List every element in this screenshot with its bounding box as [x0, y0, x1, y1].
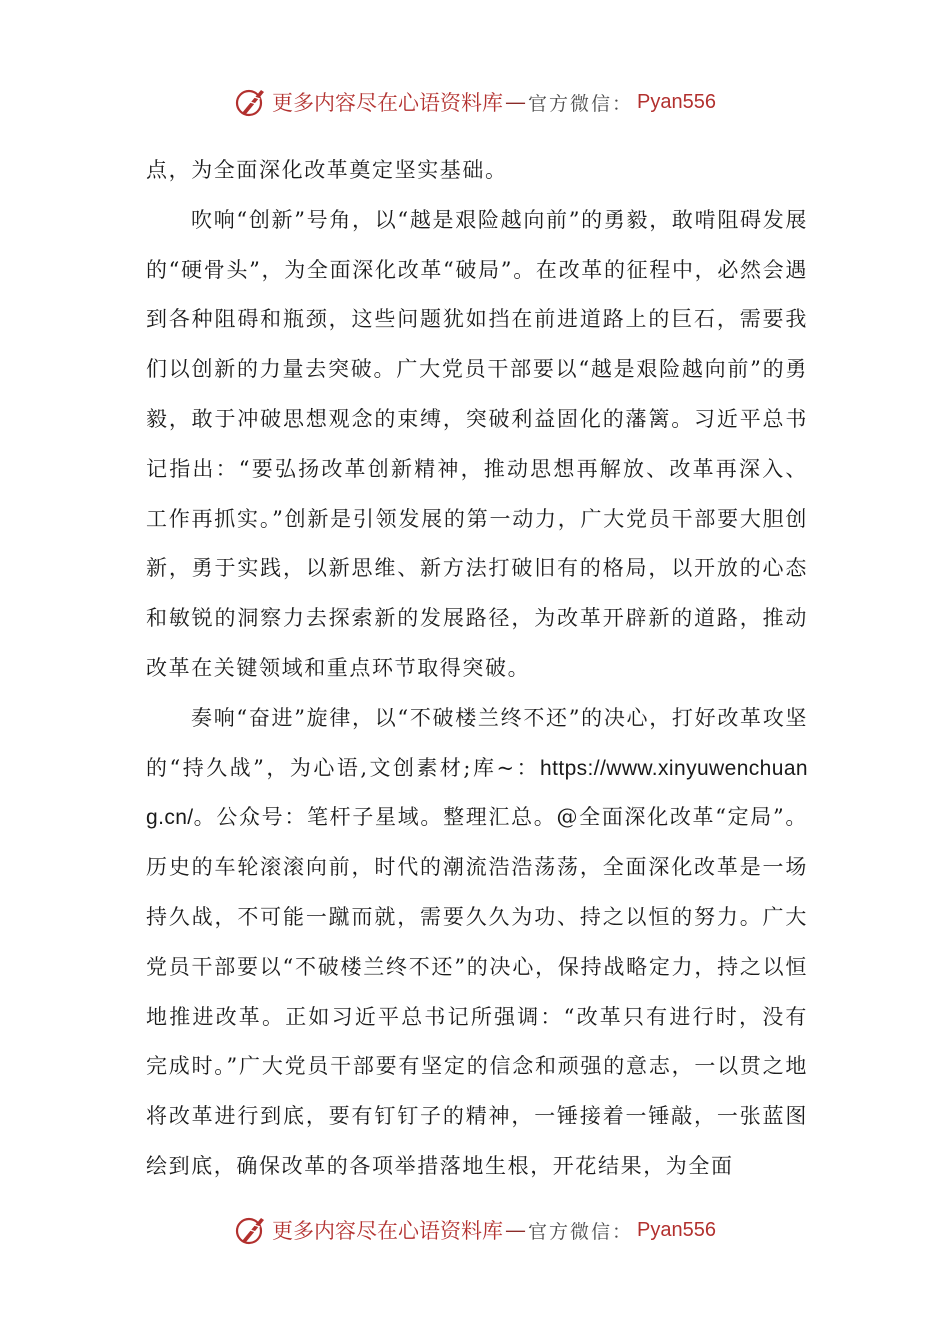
watermark-separator: —: [505, 1218, 526, 1242]
paragraph-1: 点，为全面深化改革奠定坚实基础。: [146, 158, 508, 182]
watermark-separator: —: [505, 90, 526, 114]
watermark-wechat-label: 官方微信：: [528, 92, 634, 115]
watermark-brand: 更多内容尽在心语资料库: [272, 1219, 503, 1243]
quill-pen-logo-icon: [234, 1213, 268, 1247]
header-watermark: [0, 80, 950, 124]
watermark-wechat-id: Pyan556: [637, 1218, 716, 1241]
paragraph-3-part-b: 。公众号：笔杆子星域。整理汇总。@全面深化改革“定局”。历史的车轮滚滚向前，时代的潮流浩浩荡荡，全面深化改革是一场持久战，不可能一蹴而就，需要久久为功、持之以恒的努力。广大党员干部要以“不破楼兰终不还”的决心，保持战略定力，持之以恒地推进改革。正如习近平总书记所强调：“改革只有进行时，没有完成时。”广大党员干部要有坚定的信念和顽强的意志，一以贯之地将改革进行到底，要有钉钉子的精神，一锤接着一锤敲，一张蓝图绘到底，确保改革的各项举措落地生根，开花结果，为全面: [146, 805, 808, 1178]
watermark-wechat-id: Pyan556: [637, 90, 716, 113]
document-body: [146, 146, 808, 1192]
quill-pen-logo-icon: [234, 85, 268, 119]
watermark-brand: 更多内容尽在心语资料库: [272, 91, 503, 115]
paragraph-3-part-a: 奏响“奋进”旋律，以“不破楼兰终不还”的决心，打好改革攻坚的“持久战”，为心语,文创素材;库~：: [146, 705, 808, 780]
paragraph-2: 吹响“创新”号角，以“越是艰险越向前”的勇毅，敢啃阻碍发展的“硬骨头”，为全面深化改革“破局”。在改革的征程中，必然会遇到各种阻碍和瓶颈，这些问题犹如挡在前进道路上的巨石，需要我们以创新的力量去突破。广大党员干部要以“越是艰险越向前”的勇毅，敢于冲破思想观念的束缚，突破利益固化的藩篱。习近平总书记指出：“要弘扬改革创新精神，推动思想再解放、改革再深入、工作再抓实。”创新是引领发展的第一动力，广大党员干部要大胆创新，勇于实践，以新思维、新方法打破旧有的格局，以开放的心态和敏锐的洞察力去探索新的发展路径，为改革开辟新的道路，推动改革在关键领域和重点环节取得突破。: [146, 207, 808, 680]
watermark-wechat-label: 官方微信：: [528, 1220, 634, 1243]
footer-watermark: [0, 1208, 950, 1252]
source-url: https://www.xinyuwenchuang.cn/: [146, 756, 808, 830]
paragraph-3: [146, 694, 808, 1192]
